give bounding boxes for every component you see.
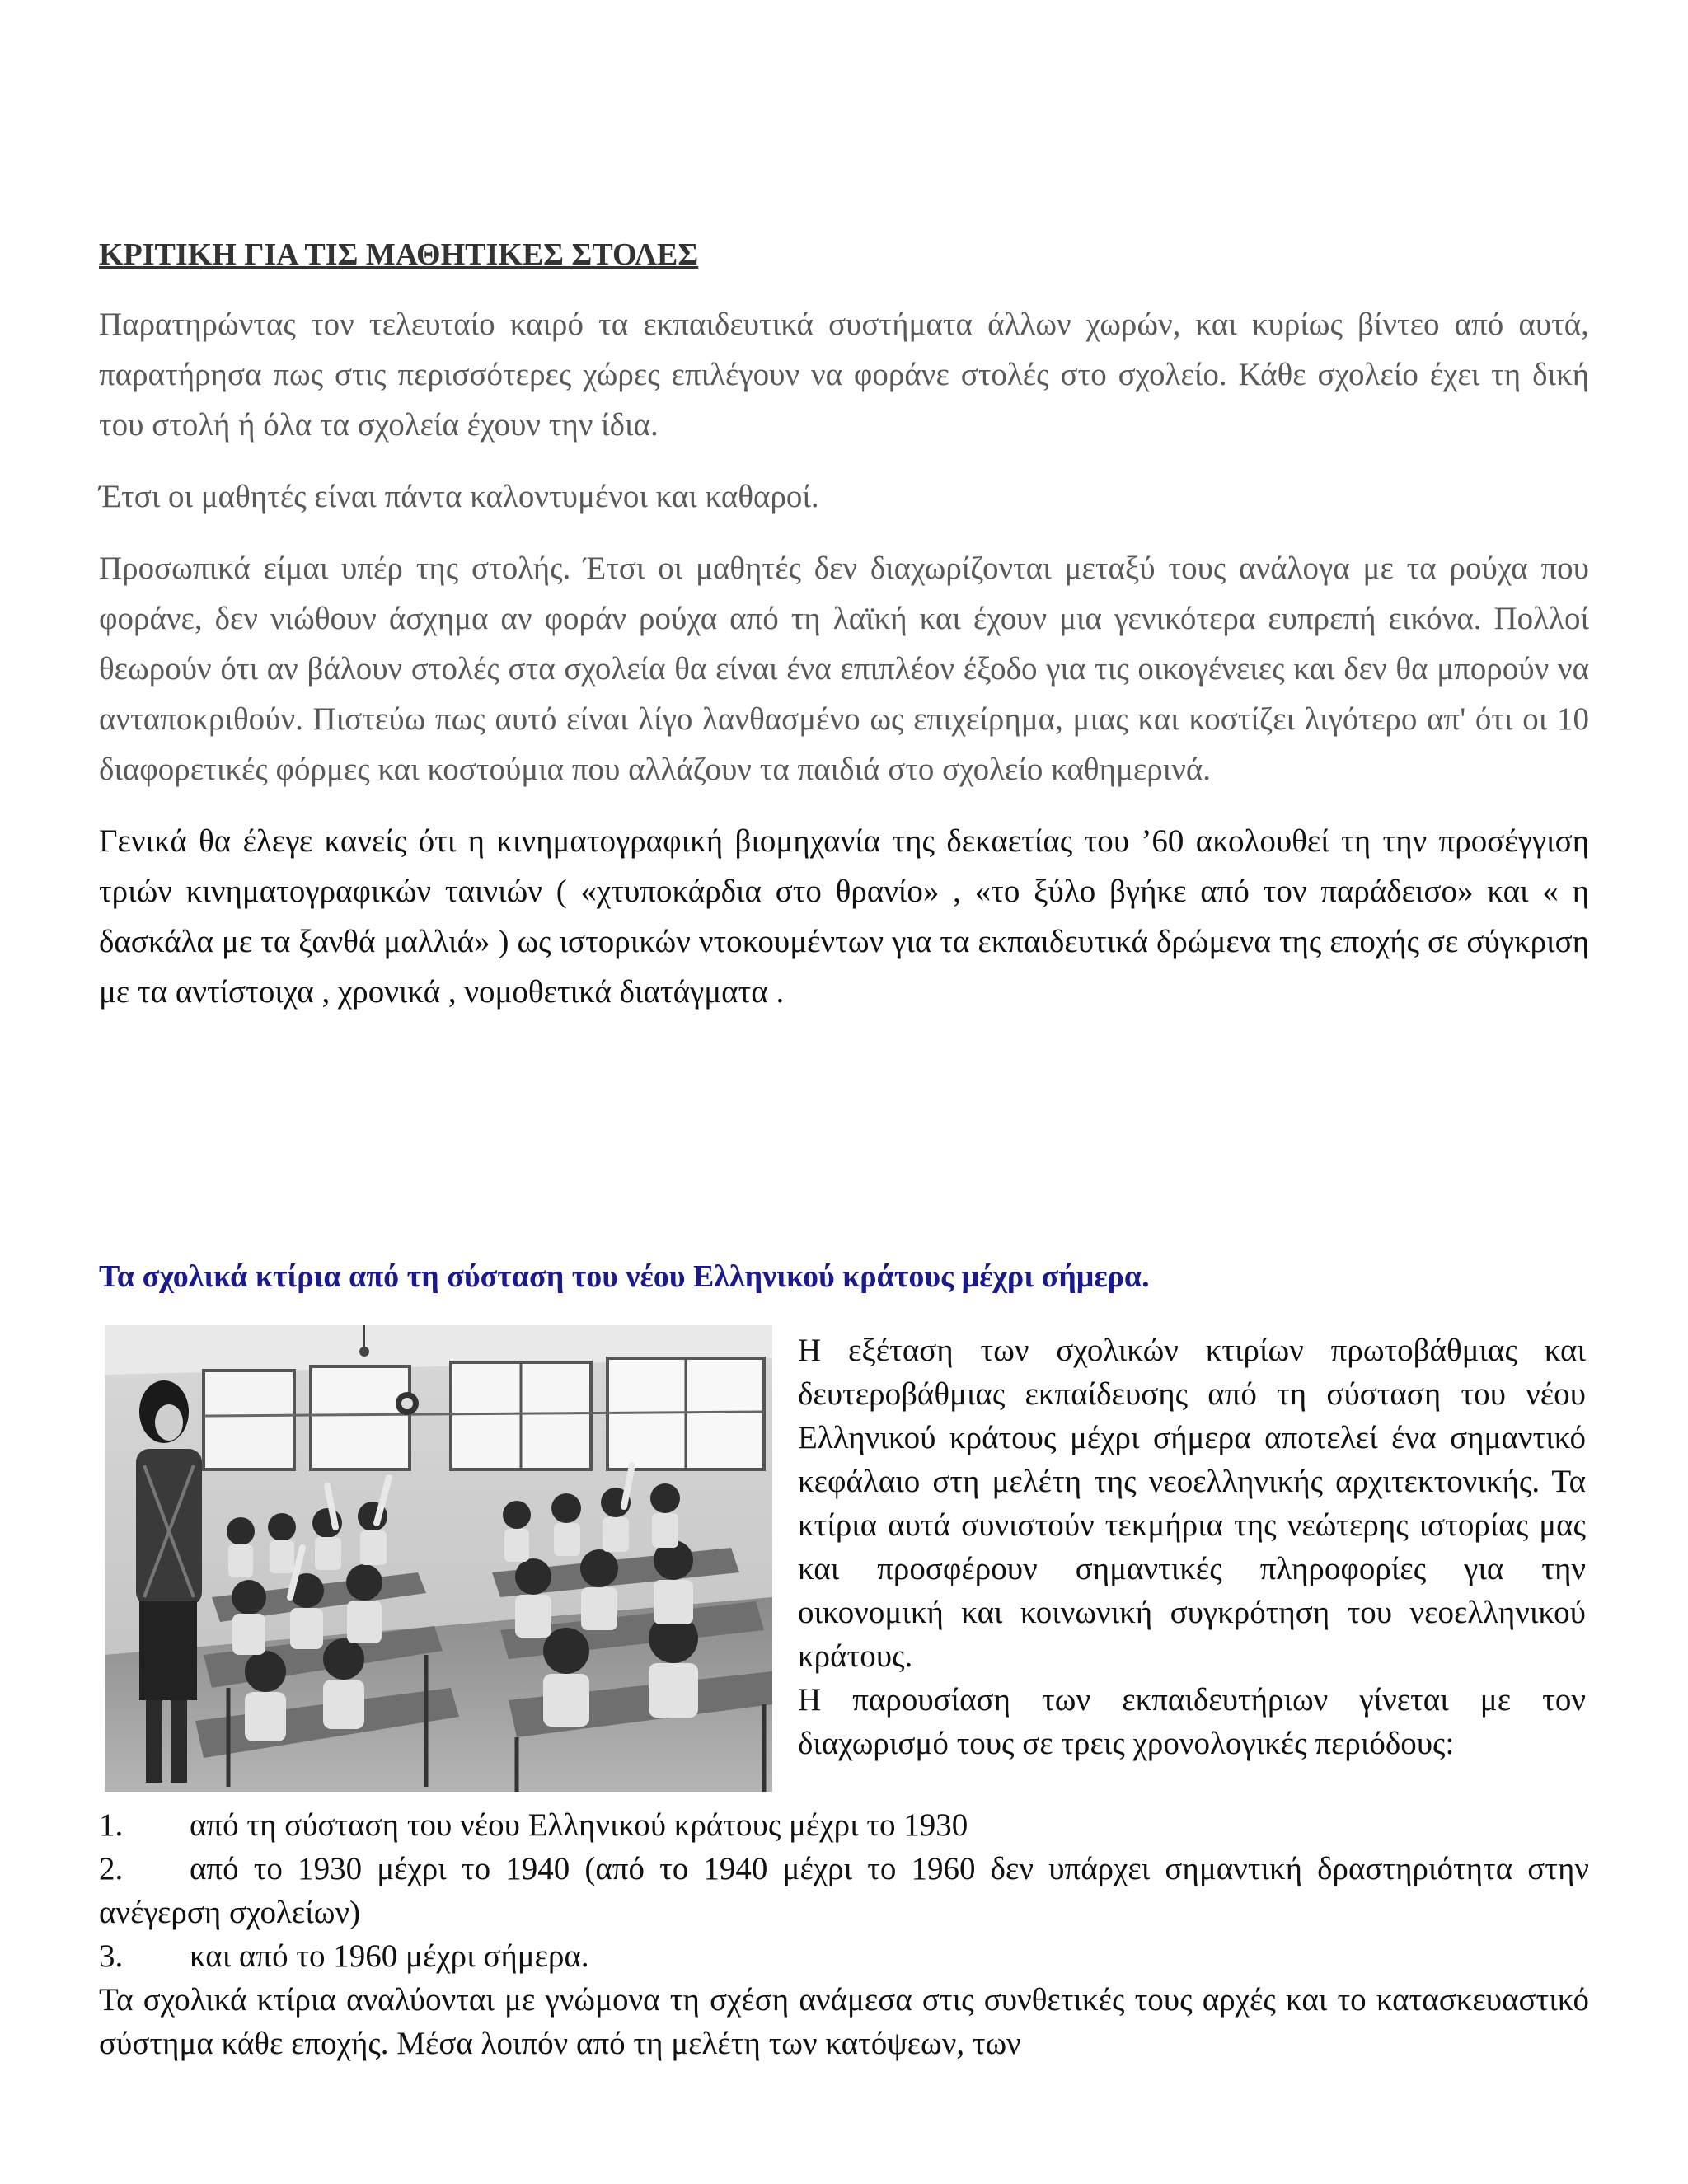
list-item: 1. από τη σύσταση του νέου Ελληνικού κράτους μέχρι το 1930 — [99, 1807, 968, 1843]
paragraph-1: Παρατηρώντας τον τελευταίο καιρό τα εκπαιδευτικά συστήματα άλλων χωρών, και κυρίως βίντεο από αυτά, παρατήρησα πως στις περισσότερες χώρες επιλέγουν να φοράνε στολές στο σχολείο. Κάθε σχολείο έχει τη δική του στολή ή όλα τα σχολεία έχουν την ίδια. — [99, 307, 1589, 443]
paragraph-3: Προσωπικά είμαι υπέρ της στολής. Έτσι οι μαθητές δεν διαχωρίζονται μεταξύ τους ανάλογα με τα ρούχα που φοράνε, δεν νιώθουν άσχημα αν φοράν ρούχα από τη λαϊκή και έχουν μια γενικότερα ευπρεπή εικόνα. Πολλοί θεωρούν ότι αν βάλουν στολές στα σχολεία θα είναι ένα επιπλέον έξοδο για τις οικογένειες και δεν θα μπορούν να ανταποκριθούν. Πιστεύω πως αυτό είναι λίγο λανθασμένο ως επιχείρημα, μιας και κοστίζει λιγότερο απ' ότι οι 10 διαφορετικές φόρμες και κοστούμια που αλλάζουν τα παιδιά στο σχολείο καθημερινά. — [99, 551, 1589, 787]
periods-intro-paragraph: Η παρουσίαση των εκπαιδευτήριων γίνεται με τον διαχωρισμό τους σε τρεις χρονολογικές περιόδους: — [798, 1682, 1586, 1761]
classroom-photo — [105, 1325, 772, 1792]
section-title: ΚΡΙΤΙΚΗ ΓΙΑ ΤΙΣ ΜΑΘΗΤΙΚΕΣ ΣΤΟΛΕΣ — [99, 237, 699, 272]
intro-paragraph: Η εξέταση των σχολικών κτιρίων πρωτοβάθμιας και δευτεροβάθμιας εκπαίδευσης από τη σύσταση του νέου Ελληνικού κράτους μέχρι σήμερα αποτελεί ένα σημαντικό κεφάλαιο στη μελέτη της νεοελληνικής αρχιτεκτονικής. Τα κτίρια αυτά συνιστούν τεκμήρια της νεώτερης ιστορίας μας και προσφέρουν σημαντικές πληροφορίες για την οικονομική και κοινωνική συγκρότηση του νεοελληνικού κράτους. — [798, 1333, 1586, 1674]
school-buildings-title: Τα σχολικά κτίρια από τη σύσταση του νέου Ελληνικού κράτους μέχρι σήμερα. — [99, 1259, 1150, 1294]
paragraph-4: Γενικά θα έλεγε κανείς ότι η κινηματογραφική βιομηχανία της δεκαετίας του ’60 ακολουθεί τη την προσέγγιση τριών κινηματογραφικών ταινιών ( «χτυποκάρδια στο θρανίο» , «το ξύλο βγήκε από τον παράδεισο» και « η δασκάλα με τα ξανθά μαλλιά» ) ως ιστορικών ντοκουμέντων για τα εκπαιδευτικά δρώμενα της εποχής σε σύγκριση με τα αντίστοιχα , χρονικά , νομοθετικά διατάγματα . — [99, 823, 1589, 1010]
periods-section — [99, 1803, 1589, 2065]
closing-paragraph: Τα σχολικά κτίρια αναλύονται με γνώμονα τη σχέση ανάμεσα στις συνθετικές τους αρχές και το κατασκευαστικό σύστημα κάθε εποχής. Μέσα λοιπόν από τη μελέτη των κατόψεων, των — [99, 1982, 1589, 2061]
paragraph-2: Έτσι οι μαθητές είναι πάντα καλοντυμένοι και καθαροί. — [99, 479, 819, 514]
list-item: 3. και από το 1960 μέχρι σήμερα. — [99, 1938, 589, 1974]
uniforms-section — [99, 235, 1589, 1017]
list-item: 2. από το 1930 μέχρι το 1940 (από το 1940 μέχρι το 1960 δεν υπάρχει σημαντική δραστηριότητα στην ανέγερση σχολείων) — [99, 1851, 1589, 1930]
intro-text-column — [798, 1329, 1586, 1765]
